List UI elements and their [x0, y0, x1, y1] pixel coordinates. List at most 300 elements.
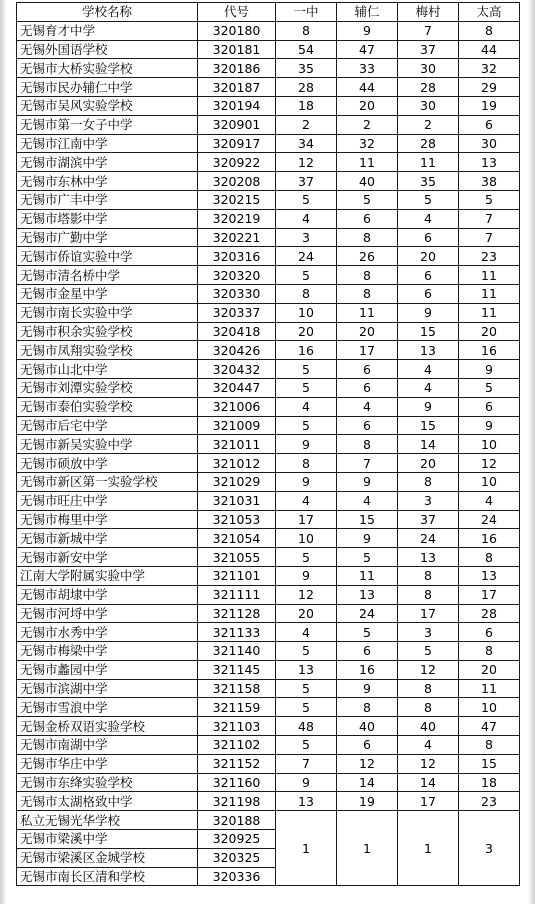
table-row [17, 21, 520, 40]
count-yizhong: 4 [276, 209, 337, 228]
count-meicun: 8 [398, 472, 459, 491]
count-furen: 8 [337, 698, 398, 717]
school-name: 无锡市南长实验中学 [17, 303, 198, 322]
count-meicun: 8 [398, 698, 459, 717]
school-name: 无锡市塔影中学 [17, 209, 198, 228]
table-row [17, 548, 520, 567]
school-code: 320320 [198, 266, 276, 285]
school-name: 无锡市滨湖中学 [17, 679, 198, 698]
count-yizhong: 5 [276, 548, 337, 567]
count-yizhong: 13 [276, 792, 337, 811]
count-yizhong: 5 [276, 642, 337, 661]
school-code: 320330 [198, 284, 276, 303]
school-code: 320917 [198, 134, 276, 153]
school-code: 321152 [198, 754, 276, 773]
count-meicun: 28 [398, 134, 459, 153]
table-row [17, 754, 520, 773]
table-row [17, 717, 520, 736]
school-name: 无锡市太湖格致中学 [17, 792, 198, 811]
count-yizhong: 4 [276, 491, 337, 510]
count-furen: 6 [337, 378, 398, 397]
school-code: 320181 [198, 40, 276, 59]
school-name: 无锡市侨谊实验中学 [17, 247, 198, 266]
count-meicun: 15 [398, 322, 459, 341]
count-yizhong: 54 [276, 40, 337, 59]
count-meicun: 5 [398, 642, 459, 661]
count-taigao: 20 [459, 322, 520, 341]
table-row [17, 529, 520, 548]
count-yizhong: 28 [276, 78, 337, 97]
table-row [17, 153, 520, 172]
table-row [17, 228, 520, 247]
count-taigao: 29 [459, 78, 520, 97]
count-taigao: 32 [459, 59, 520, 78]
school-code: 320194 [198, 96, 276, 115]
count-furen: 2 [337, 115, 398, 134]
school-name: 无锡市新城中学 [17, 529, 198, 548]
count-yizhong: 16 [276, 341, 337, 360]
school-name: 无锡市梁溪区金城学校 [17, 848, 198, 867]
school-code: 320447 [198, 378, 276, 397]
table-row [17, 454, 520, 473]
school-name: 无锡市山北中学 [17, 360, 198, 379]
count-meicun: 20 [398, 247, 459, 266]
count-furen: 4 [337, 491, 398, 510]
school-name: 无锡市东绛实验学校 [17, 773, 198, 792]
count-yizhong: 37 [276, 172, 337, 191]
count-taigao: 23 [459, 247, 520, 266]
count-yizhong-shared: 1 [276, 811, 337, 886]
count-taigao: 8 [459, 548, 520, 567]
count-meicun: 6 [398, 284, 459, 303]
school-name: 无锡市硕放中学 [17, 454, 198, 473]
count-furen: 40 [337, 717, 398, 736]
count-taigao: 9 [459, 360, 520, 379]
count-furen: 8 [337, 228, 398, 247]
school-code: 320337 [198, 303, 276, 322]
count-taigao: 7 [459, 228, 520, 247]
table-row [17, 660, 520, 679]
school-code: 320316 [198, 247, 276, 266]
header-yizhong: 一中 [276, 3, 337, 22]
count-meicun: 12 [398, 754, 459, 773]
school-name: 无锡市后宅中学 [17, 416, 198, 435]
count-meicun: 7 [398, 21, 459, 40]
count-furen: 47 [337, 40, 398, 59]
count-yizhong: 17 [276, 510, 337, 529]
page-shadow-right [528, 0, 535, 904]
table-row [17, 491, 520, 510]
count-furen: 9 [337, 21, 398, 40]
school-code: 321160 [198, 773, 276, 792]
school-code: 321140 [198, 642, 276, 661]
count-meicun: 15 [398, 416, 459, 435]
table-row [17, 623, 520, 642]
school-code: 320188 [198, 811, 276, 830]
count-taigao: 44 [459, 40, 520, 59]
school-code: 320336 [198, 867, 276, 886]
table-row [17, 322, 520, 341]
school-name: 无锡市凤翔实验学校 [17, 341, 198, 360]
table-row [17, 40, 520, 59]
table-row [17, 78, 520, 97]
school-name: 无锡市新吴实验中学 [17, 435, 198, 454]
count-furen: 6 [337, 736, 398, 755]
school-code: 321006 [198, 397, 276, 416]
count-meicun: 17 [398, 604, 459, 623]
school-name: 私立无锡光华学校 [17, 811, 198, 830]
count-taigao: 15 [459, 754, 520, 773]
school-name: 无锡市泰伯实验学校 [17, 397, 198, 416]
count-furen: 6 [337, 642, 398, 661]
count-furen: 13 [337, 585, 398, 604]
school-code: 320901 [198, 115, 276, 134]
count-furen: 4 [337, 397, 398, 416]
count-furen: 11 [337, 153, 398, 172]
count-yizhong: 5 [276, 360, 337, 379]
table-row [17, 510, 520, 529]
count-taigao: 8 [459, 736, 520, 755]
count-yizhong: 5 [276, 266, 337, 285]
school-name: 无锡市蠡园中学 [17, 660, 198, 679]
table-row [17, 773, 520, 792]
count-taigao: 10 [459, 435, 520, 454]
table-row [17, 585, 520, 604]
count-yizhong: 13 [276, 660, 337, 679]
count-meicun-shared: 1 [398, 811, 459, 886]
count-taigao: 8 [459, 21, 520, 40]
count-yizhong: 24 [276, 247, 337, 266]
school-name: 无锡市江南中学 [17, 134, 198, 153]
table-row [17, 642, 520, 661]
table-row [17, 190, 520, 209]
header-code: 代号 [198, 3, 276, 22]
count-meicun: 8 [398, 585, 459, 604]
header-school-name: 学校名称 [17, 3, 198, 22]
count-meicun: 11 [398, 153, 459, 172]
count-meicun: 4 [398, 360, 459, 379]
count-yizhong: 5 [276, 698, 337, 717]
count-taigao: 12 [459, 454, 520, 473]
count-meicun: 6 [398, 266, 459, 285]
school-code: 320180 [198, 21, 276, 40]
count-taigao: 23 [459, 792, 520, 811]
school-name: 无锡市新安中学 [17, 548, 198, 567]
table-row [17, 59, 520, 78]
count-furen: 6 [337, 416, 398, 435]
count-taigao: 16 [459, 341, 520, 360]
school-name: 无锡市吴风实验学校 [17, 96, 198, 115]
table-row [17, 792, 520, 811]
school-code: 321128 [198, 604, 276, 623]
count-furen: 6 [337, 360, 398, 379]
table-row [17, 266, 520, 285]
count-yizhong: 9 [276, 435, 337, 454]
count-furen: 5 [337, 623, 398, 642]
count-yizhong: 8 [276, 21, 337, 40]
count-taigao: 17 [459, 585, 520, 604]
school-name: 江南大学附属实验中学 [17, 566, 198, 585]
count-yizhong: 9 [276, 773, 337, 792]
count-meicun: 3 [398, 491, 459, 510]
school-code: 321101 [198, 566, 276, 585]
count-yizhong: 7 [276, 754, 337, 773]
school-code: 320922 [198, 153, 276, 172]
count-taigao: 10 [459, 698, 520, 717]
count-taigao: 8 [459, 642, 520, 661]
count-meicun: 3 [398, 623, 459, 642]
count-meicun: 8 [398, 679, 459, 698]
count-furen: 5 [337, 548, 398, 567]
count-yizhong: 48 [276, 717, 337, 736]
table-row [17, 284, 520, 303]
school-name: 无锡市胡埭中学 [17, 585, 198, 604]
table-row [17, 360, 520, 379]
table-row [17, 736, 520, 755]
page-shadow-left [0, 0, 7, 904]
table-row [17, 341, 520, 360]
school-code: 321011 [198, 435, 276, 454]
count-furen: 33 [337, 59, 398, 78]
school-code: 321158 [198, 679, 276, 698]
count-meicun: 5 [398, 190, 459, 209]
count-meicun: 2 [398, 115, 459, 134]
table-row [17, 566, 520, 585]
count-furen: 9 [337, 679, 398, 698]
count-meicun: 37 [398, 40, 459, 59]
count-taigao: 9 [459, 416, 520, 435]
count-meicun: 9 [398, 397, 459, 416]
school-name: 无锡市第一女子中学 [17, 115, 198, 134]
count-taigao: 6 [459, 115, 520, 134]
header-meicun: 梅村 [398, 3, 459, 22]
count-yizhong: 8 [276, 454, 337, 473]
school-name: 无锡市积余实验学校 [17, 322, 198, 341]
count-furen: 7 [337, 454, 398, 473]
count-yizhong: 18 [276, 96, 337, 115]
count-furen: 11 [337, 303, 398, 322]
table-row [17, 303, 520, 322]
count-meicun: 20 [398, 454, 459, 473]
school-name: 无锡市水秀中学 [17, 623, 198, 642]
school-name: 无锡市民办辅仁中学 [17, 78, 198, 97]
count-furen: 11 [337, 566, 398, 585]
table-row [17, 416, 520, 435]
school-code: 320186 [198, 59, 276, 78]
count-meicun: 14 [398, 435, 459, 454]
school-code: 321133 [198, 623, 276, 642]
count-furen: 8 [337, 266, 398, 285]
count-furen: 17 [337, 341, 398, 360]
count-meicun: 17 [398, 792, 459, 811]
count-yizhong: 4 [276, 623, 337, 642]
count-taigao: 6 [459, 623, 520, 642]
school-code: 320208 [198, 172, 276, 191]
school-name: 无锡市清名桥中学 [17, 266, 198, 285]
school-name: 无锡市大桥实验学校 [17, 59, 198, 78]
count-taigao: 11 [459, 679, 520, 698]
count-meicun: 9 [398, 303, 459, 322]
school-name: 无锡市新区第一实验学校 [17, 472, 198, 491]
school-code: 321012 [198, 454, 276, 473]
count-meicun: 30 [398, 59, 459, 78]
count-furen: 20 [337, 96, 398, 115]
count-taigao: 11 [459, 303, 520, 322]
count-yizhong: 5 [276, 190, 337, 209]
school-name: 无锡市河埒中学 [17, 604, 198, 623]
count-meicun: 30 [398, 96, 459, 115]
school-code: 321054 [198, 529, 276, 548]
count-furen-shared: 1 [337, 811, 398, 886]
count-yizhong: 8 [276, 284, 337, 303]
count-yizhong: 20 [276, 604, 337, 623]
school-code: 320219 [198, 209, 276, 228]
header-taigao: 太高 [459, 3, 520, 22]
school-code: 321053 [198, 510, 276, 529]
count-meicun: 40 [398, 717, 459, 736]
count-furen: 8 [337, 435, 398, 454]
count-taigao: 13 [459, 153, 520, 172]
school-code: 321029 [198, 472, 276, 491]
count-furen: 40 [337, 172, 398, 191]
count-taigao: 28 [459, 604, 520, 623]
school-code: 320325 [198, 848, 276, 867]
count-furen: 12 [337, 754, 398, 773]
school-name: 无锡市东林中学 [17, 172, 198, 191]
count-taigao: 18 [459, 773, 520, 792]
count-furen: 6 [337, 209, 398, 228]
count-taigao: 20 [459, 660, 520, 679]
table-row [17, 96, 520, 115]
school-name: 无锡外国语学校 [17, 40, 198, 59]
school-name: 无锡市刘潭实验学校 [17, 378, 198, 397]
count-taigao: 7 [459, 209, 520, 228]
school-code: 320215 [198, 190, 276, 209]
count-yizhong: 10 [276, 529, 337, 548]
count-meicun: 4 [398, 736, 459, 755]
count-meicun: 12 [398, 660, 459, 679]
count-furen: 5 [337, 190, 398, 209]
count-taigao: 10 [459, 472, 520, 491]
table-row [17, 134, 520, 153]
school-code: 320221 [198, 228, 276, 247]
count-taigao: 13 [459, 566, 520, 585]
count-furen: 26 [337, 247, 398, 266]
table-row [17, 209, 520, 228]
count-yizhong: 5 [276, 378, 337, 397]
count-meicun: 4 [398, 209, 459, 228]
count-meicun: 28 [398, 78, 459, 97]
count-taigao: 11 [459, 266, 520, 285]
school-name: 无锡市梅里中学 [17, 510, 198, 529]
count-yizhong: 34 [276, 134, 337, 153]
count-furen: 9 [337, 529, 398, 548]
count-yizhong: 9 [276, 566, 337, 585]
count-yizhong: 20 [276, 322, 337, 341]
count-furen: 44 [337, 78, 398, 97]
school-name: 无锡金桥双语实验学校 [17, 717, 198, 736]
table-row [17, 247, 520, 266]
count-taigao: 5 [459, 190, 520, 209]
count-meicun: 8 [398, 566, 459, 585]
count-furen: 8 [337, 284, 398, 303]
school-name: 无锡市旺庄中学 [17, 491, 198, 510]
table-row [17, 397, 520, 416]
table-row [17, 604, 520, 623]
count-yizhong: 3 [276, 228, 337, 247]
count-yizhong: 10 [276, 303, 337, 322]
count-taigao: 5 [459, 378, 520, 397]
table-row [17, 378, 520, 397]
table-row [17, 679, 520, 698]
school-code: 321111 [198, 585, 276, 604]
count-yizhong: 35 [276, 59, 337, 78]
table-row [17, 698, 520, 717]
school-code: 321031 [198, 491, 276, 510]
school-name: 无锡育才中学 [17, 21, 198, 40]
count-yizhong: 5 [276, 736, 337, 755]
table-row [17, 472, 520, 491]
count-yizhong: 2 [276, 115, 337, 134]
count-taigao: 24 [459, 510, 520, 529]
school-code: 320187 [198, 78, 276, 97]
school-code: 320426 [198, 341, 276, 360]
count-taigao: 6 [459, 397, 520, 416]
count-furen: 32 [337, 134, 398, 153]
school-code: 321055 [198, 548, 276, 567]
count-taigao: 38 [459, 172, 520, 191]
count-furen: 9 [337, 472, 398, 491]
school-code: 320925 [198, 830, 276, 849]
count-meicun: 13 [398, 548, 459, 567]
table-row [17, 115, 520, 134]
school-name: 无锡市湖滨中学 [17, 153, 198, 172]
school-code: 321102 [198, 736, 276, 755]
count-yizhong: 12 [276, 585, 337, 604]
count-meicun: 24 [398, 529, 459, 548]
count-furen: 20 [337, 322, 398, 341]
count-meicun: 14 [398, 773, 459, 792]
school-name: 无锡市广丰中学 [17, 190, 198, 209]
count-taigao: 11 [459, 284, 520, 303]
count-meicun: 13 [398, 341, 459, 360]
count-furen: 24 [337, 604, 398, 623]
school-name: 无锡市南长区清和学校 [17, 867, 198, 886]
school-name: 无锡市梅梁中学 [17, 642, 198, 661]
count-taigao: 19 [459, 96, 520, 115]
school-name: 无锡市华庄中学 [17, 754, 198, 773]
school-name: 无锡市梁溪中学 [17, 830, 198, 849]
school-code: 321009 [198, 416, 276, 435]
count-taigao: 4 [459, 491, 520, 510]
school-code: 320418 [198, 322, 276, 341]
count-yizhong: 5 [276, 679, 337, 698]
header-row [17, 3, 520, 22]
count-yizhong: 4 [276, 397, 337, 416]
count-yizhong: 9 [276, 472, 337, 491]
table-row-merged-group [17, 811, 520, 830]
table-row [17, 435, 520, 454]
count-meicun: 4 [398, 378, 459, 397]
school-quota-table [16, 2, 520, 886]
count-taigao: 16 [459, 529, 520, 548]
count-taigao: 47 [459, 717, 520, 736]
school-name: 无锡市广勤中学 [17, 228, 198, 247]
count-yizhong: 12 [276, 153, 337, 172]
header-furen: 辅仁 [337, 3, 398, 22]
count-furen: 14 [337, 773, 398, 792]
school-code: 321159 [198, 698, 276, 717]
